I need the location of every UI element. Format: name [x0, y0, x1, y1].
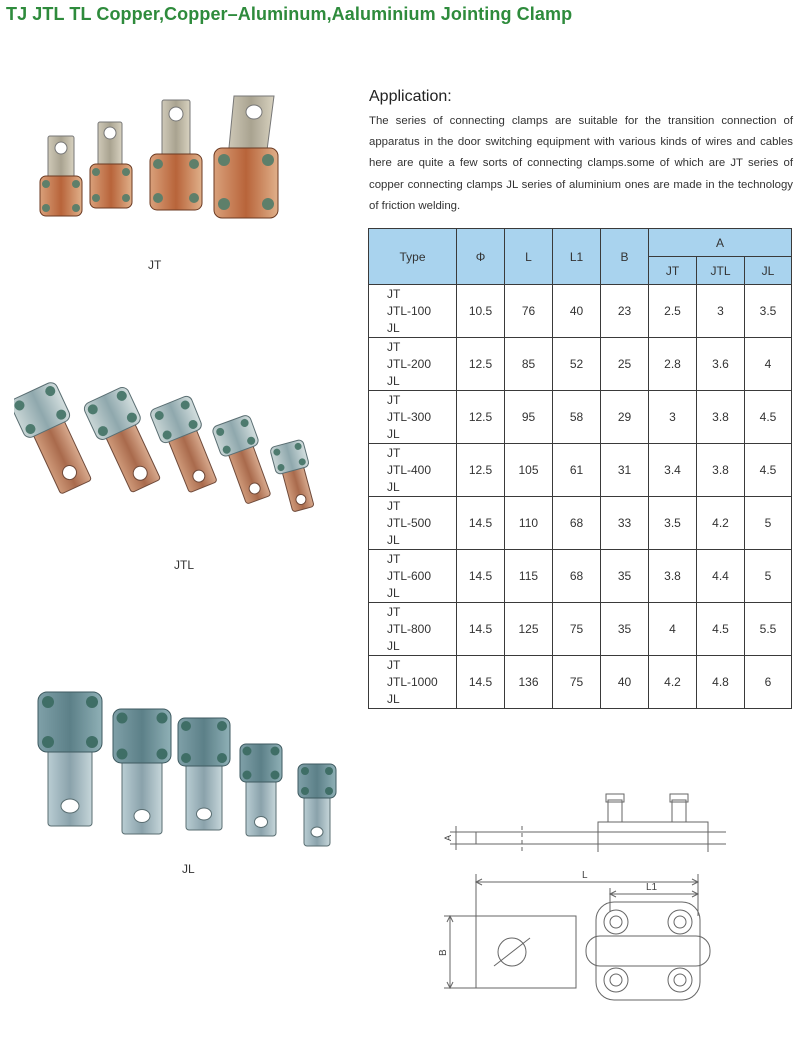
header-type: Type — [369, 229, 457, 285]
a-jtl-cell: 3 — [697, 285, 745, 338]
a-jl-cell: 5 — [745, 497, 792, 550]
table-row — [369, 338, 792, 391]
type-cell — [369, 338, 457, 391]
phi-cell: 12.5 — [457, 338, 505, 391]
type-line: JTL-1000 — [387, 674, 438, 689]
type-line: JL — [387, 426, 400, 441]
type-line: JTL-100 — [387, 303, 432, 318]
header-a-jl: JL — [745, 257, 792, 285]
type-line: JT — [387, 604, 401, 619]
b-cell: 29 — [601, 391, 649, 444]
a-jtl-cell: 4.5 — [697, 603, 745, 656]
header-b: B — [601, 229, 649, 285]
phi-cell: 14.5 — [457, 550, 505, 603]
phi-cell: 12.5 — [457, 391, 505, 444]
jt-clamps-photo — [34, 88, 294, 238]
table-row — [369, 603, 792, 656]
type-line: JT — [387, 551, 401, 566]
type-line: JTL-400 — [387, 462, 432, 477]
phi-cell: 12.5 — [457, 444, 505, 497]
type-line: JL — [387, 638, 400, 653]
type-cell — [369, 550, 457, 603]
header-a: A — [649, 229, 792, 257]
b-cell: 35 — [601, 603, 649, 656]
a-jtl-cell: 3.8 — [697, 391, 745, 444]
a-jt-cell: 3.4 — [649, 444, 697, 497]
application-text: The series of connecting clamps are suitable for the transition connection of apparatus in the door switching equipment with various kinds of wires and cables here are quite a few sorts of connecting clamps.some of which are JT series of copper connecting clamps JL series of aluminium ones are made in the technology of friction welding. — [369, 115, 793, 212]
l-cell: 85 — [505, 338, 553, 391]
type-line: JT — [387, 498, 401, 513]
type-line: JT — [387, 286, 401, 301]
header-a-jtl: JTL — [697, 257, 745, 285]
table-row — [369, 550, 792, 603]
type-line: JL — [387, 691, 400, 706]
l1-cell: 75 — [553, 656, 601, 709]
dim-label-l: L — [582, 870, 588, 881]
type-line: JTL-200 — [387, 356, 432, 371]
type-line: JT — [387, 657, 401, 672]
a-jt-cell: 3 — [649, 391, 697, 444]
phi-cell: 10.5 — [457, 285, 505, 338]
dim-label-a: A — [443, 834, 453, 841]
table-row — [369, 391, 792, 444]
b-cell: 35 — [601, 550, 649, 603]
application-heading: Application: — [369, 88, 452, 105]
l1-cell: 61 — [553, 444, 601, 497]
type-cell — [369, 285, 457, 338]
jl-clamps-photo — [34, 688, 354, 858]
a-jtl-cell: 4.2 — [697, 497, 745, 550]
a-jt-cell: 4 — [649, 603, 697, 656]
l1-cell: 68 — [553, 550, 601, 603]
phi-cell: 14.5 — [457, 603, 505, 656]
type-line: JTL-600 — [387, 568, 432, 583]
type-line: JT — [387, 392, 401, 407]
jl-caption: JL — [182, 862, 195, 876]
type-cell — [369, 656, 457, 709]
l-cell: 125 — [505, 603, 553, 656]
header-phi: Φ — [457, 229, 505, 285]
type-line: JL — [387, 585, 400, 600]
a-jtl-cell: 4.8 — [697, 656, 745, 709]
type-line: JTL-300 — [387, 409, 432, 424]
b-cell: 40 — [601, 656, 649, 709]
a-jtl-cell: 3.6 — [697, 338, 745, 391]
a-jtl-cell: 3.8 — [697, 444, 745, 497]
type-cell — [369, 497, 457, 550]
a-jl-cell: 3.5 — [745, 285, 792, 338]
l1-cell: 52 — [553, 338, 601, 391]
dim-label-b: B — [438, 949, 449, 956]
type-cell — [369, 444, 457, 497]
type-line: JT — [387, 339, 401, 354]
l1-cell: 58 — [553, 391, 601, 444]
dim-label-l1: L1 — [646, 882, 658, 893]
type-line: JL — [387, 373, 400, 388]
jt-caption: JT — [148, 258, 162, 272]
b-cell: 25 — [601, 338, 649, 391]
type-line: JTL-500 — [387, 515, 432, 530]
a-jl-cell: 4 — [745, 338, 792, 391]
type-line: JL — [387, 320, 400, 335]
header-l1: L1 — [553, 229, 601, 285]
l1-cell: 40 — [553, 285, 601, 338]
table-header-row — [369, 229, 792, 257]
phi-cell: 14.5 — [457, 656, 505, 709]
l-cell: 95 — [505, 391, 553, 444]
l-cell: 110 — [505, 497, 553, 550]
l1-cell: 75 — [553, 603, 601, 656]
header-a-jt: JT — [649, 257, 697, 285]
b-cell: 33 — [601, 497, 649, 550]
table-row — [369, 656, 792, 709]
type-line: JTL-800 — [387, 621, 432, 636]
b-cell: 31 — [601, 444, 649, 497]
a-jl-cell: 6 — [745, 656, 792, 709]
a-jl-cell: 4.5 — [745, 444, 792, 497]
a-jt-cell: 4.2 — [649, 656, 697, 709]
dimension-diagram — [436, 786, 736, 1036]
l-cell: 115 — [505, 550, 553, 603]
a-jt-cell: 3.8 — [649, 550, 697, 603]
page-title: TJ JTL TL Copper,Copper–Aluminum,Aaluminium Jointing Clamp — [6, 4, 573, 24]
type-line: JL — [387, 532, 400, 547]
l-cell: 136 — [505, 656, 553, 709]
a-jl-cell: 5 — [745, 550, 792, 603]
type-cell — [369, 391, 457, 444]
jtl-clamps-photo — [14, 378, 324, 518]
b-cell: 23 — [601, 285, 649, 338]
type-cell — [369, 603, 457, 656]
type-line: JT — [387, 445, 401, 460]
spec-table — [368, 228, 792, 709]
type-line: JL — [387, 479, 400, 494]
phi-cell: 14.5 — [457, 497, 505, 550]
jtl-caption: JTL — [174, 558, 195, 572]
a-jt-cell: 2.8 — [649, 338, 697, 391]
a-jl-cell: 4.5 — [745, 391, 792, 444]
l-cell: 105 — [505, 444, 553, 497]
a-jtl-cell: 4.4 — [697, 550, 745, 603]
l-cell: 76 — [505, 285, 553, 338]
a-jt-cell: 3.5 — [649, 497, 697, 550]
a-jl-cell: 5.5 — [745, 603, 792, 656]
l1-cell: 68 — [553, 497, 601, 550]
table-row — [369, 444, 792, 497]
a-jt-cell: 2.5 — [649, 285, 697, 338]
table-row — [369, 285, 792, 338]
table-row — [369, 497, 792, 550]
header-l: L — [505, 229, 553, 285]
